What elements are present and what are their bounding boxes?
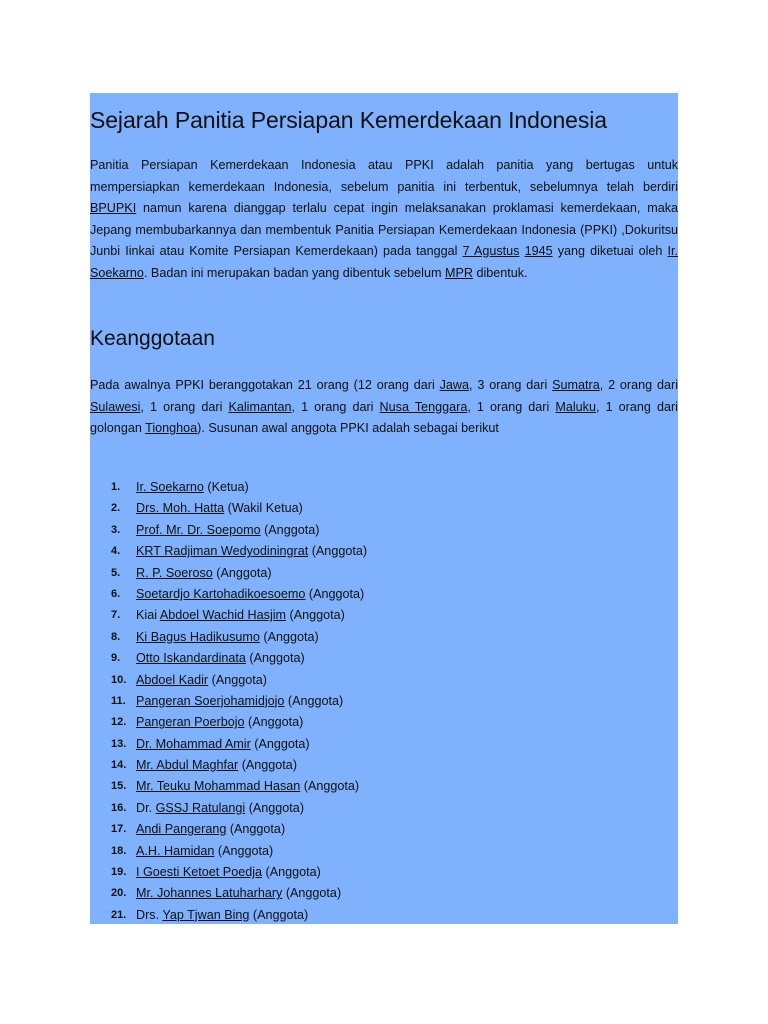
link-tionghoa[interactable]: Tionghoa bbox=[145, 421, 198, 435]
member-role: (Anggota) bbox=[245, 651, 305, 666]
intro-text-1: Panitia Persiapan Kemerdekaan Indonesia atau PPKI adalah panitia yang bertugas untuk mempersiapkan kemerdekaan Indonesia, sebelum panitia ini terbentuk, sebelumnya telah berdiri bbox=[90, 158, 678, 194]
member-entry bbox=[136, 605, 345, 626]
member-number: 3. bbox=[111, 523, 121, 536]
intro-paragraph bbox=[90, 155, 678, 284]
link-jawa[interactable]: Jawa bbox=[439, 378, 470, 392]
link-maluku[interactable]: Maluku bbox=[555, 399, 596, 414]
member-role: (Anggota) bbox=[262, 865, 321, 880]
member-prefix: Drs. bbox=[136, 907, 163, 922]
member-link[interactable]: Abdoel Wachid Hasjim bbox=[159, 608, 287, 623]
member-role: (Anggota) bbox=[308, 544, 368, 559]
section-heading-keanggotaan: Keanggotaan bbox=[90, 327, 215, 350]
member-role: (Wakil Ketua) bbox=[224, 501, 303, 516]
member-item bbox=[90, 627, 678, 648]
member-link[interactable]: Mr. Abdul Maghfar bbox=[136, 758, 239, 773]
member-entry bbox=[136, 477, 249, 498]
member-prefix: Dr. bbox=[136, 800, 156, 815]
member-entry bbox=[136, 627, 319, 648]
intro-text-2: namun karena dianggap terlalu cepat ingin melaksanakan proklamasi kemerdekaan, maka Jepang membubarkannya dan membentuk Panitia Persiapan Kemerdekaan Indonesia (PPKI) ,Dokuritsu Junbi Iinkai atau Komite Persiapan Kemerdekaan) pada tanggal bbox=[90, 201, 678, 258]
members-list bbox=[90, 477, 678, 926]
member-number: 21. bbox=[111, 908, 127, 921]
member-link[interactable]: Drs. Moh. Hatta bbox=[136, 501, 225, 516]
member-role: (Ketua) bbox=[203, 480, 249, 494]
member-item bbox=[90, 605, 678, 626]
member-number: 1. bbox=[111, 481, 121, 493]
link-sumatra[interactable]: Sumatra bbox=[552, 378, 600, 392]
member-link[interactable]: Mr. Teuku Mohammad Hasan bbox=[136, 779, 301, 794]
member-entry bbox=[136, 905, 308, 926]
membership-text-7: , 1 orang dari golongan bbox=[90, 399, 678, 435]
link-date[interactable]: 7 Agustus bbox=[462, 244, 520, 258]
member-role: (Anggota) bbox=[284, 693, 344, 708]
member-link[interactable]: Pangeran Soerjohamidjojo bbox=[136, 693, 285, 708]
member-entry bbox=[136, 691, 343, 712]
member-number: 17. bbox=[111, 823, 127, 836]
member-role: (Anggota) bbox=[305, 586, 365, 601]
member-link[interactable]: Pangeran Poerbojo bbox=[136, 715, 245, 730]
member-item bbox=[90, 819, 678, 840]
member-item bbox=[90, 498, 678, 519]
link-sulawesi[interactable]: Sulawesi bbox=[90, 399, 141, 414]
member-item bbox=[90, 841, 678, 862]
member-entry bbox=[136, 712, 303, 733]
membership-text-2: , 3 orang dari bbox=[469, 378, 553, 392]
member-number: 5. bbox=[111, 566, 121, 579]
link-nusa-tenggara[interactable]: Nusa Tenggara bbox=[379, 399, 468, 414]
member-entry bbox=[136, 541, 367, 562]
member-number: 4. bbox=[111, 545, 121, 558]
member-item bbox=[90, 520, 678, 541]
membership-paragraph bbox=[90, 375, 678, 440]
member-number: 19. bbox=[111, 866, 127, 879]
membership-text-4: , 1 orang dari bbox=[140, 399, 229, 414]
article-title: Sejarah Panitia Persiapan Kemerdekaan Indonesia bbox=[90, 107, 607, 133]
member-number: 12. bbox=[111, 716, 127, 729]
member-number: 6. bbox=[111, 587, 121, 600]
member-entry bbox=[136, 520, 319, 541]
member-link[interactable]: GSSJ Ratulangi bbox=[155, 800, 246, 815]
member-item bbox=[90, 712, 678, 733]
member-entry bbox=[136, 648, 305, 669]
member-entry bbox=[136, 883, 341, 904]
member-number: 11. bbox=[111, 694, 126, 707]
member-link[interactable]: Otto Iskandardinata bbox=[136, 651, 246, 666]
member-number: 9. bbox=[111, 652, 121, 665]
member-entry bbox=[136, 755, 297, 776]
member-entry bbox=[136, 563, 272, 584]
member-link[interactable]: Abdoel Kadir bbox=[136, 672, 209, 687]
member-link[interactable]: Prof. Mr. Dr. Soepomo bbox=[136, 522, 261, 537]
membership-text-6: , 1 orang dari bbox=[467, 399, 556, 414]
member-entry bbox=[136, 798, 304, 819]
member-entry bbox=[136, 776, 359, 797]
membership-text-3: , 2 orang dari bbox=[599, 378, 678, 392]
member-role: (Anggota) bbox=[212, 565, 272, 580]
member-entry bbox=[136, 670, 267, 691]
link-soekarno[interactable]: Ir. Soekarno bbox=[90, 244, 678, 280]
member-number: 7. bbox=[111, 609, 121, 622]
member-role: (Anggota) bbox=[259, 629, 319, 644]
member-number: 16. bbox=[111, 801, 127, 814]
intro-text-6: dibentuk. bbox=[472, 265, 528, 280]
member-role: (Anggota) bbox=[208, 672, 267, 687]
member-item bbox=[90, 755, 678, 776]
member-item bbox=[90, 563, 678, 584]
member-item bbox=[90, 691, 678, 712]
member-number: 10. bbox=[111, 673, 127, 686]
member-item bbox=[90, 541, 678, 562]
member-link[interactable]: R. P. Soeroso bbox=[136, 565, 213, 580]
member-link[interactable]: Andi Pangerang bbox=[136, 822, 227, 837]
member-item bbox=[90, 648, 678, 669]
member-number: 15. bbox=[111, 780, 127, 793]
member-number: 2. bbox=[111, 502, 121, 515]
intro-text-4: yang diketuai oleh bbox=[552, 244, 668, 258]
member-item bbox=[90, 670, 678, 691]
member-entry bbox=[136, 734, 310, 755]
member-number: 13. bbox=[111, 737, 127, 750]
member-link[interactable]: KRT Radjiman Wedyodiningrat bbox=[136, 544, 309, 559]
member-link[interactable]: Ki Bagus Hadikusumo bbox=[136, 629, 260, 644]
link-year[interactable]: 1945 bbox=[524, 244, 553, 258]
member-role: (Anggota) bbox=[300, 779, 360, 794]
member-entry bbox=[136, 584, 364, 605]
member-role: (Anggota) bbox=[245, 800, 305, 815]
member-prefix: Kiai bbox=[136, 608, 160, 623]
intro-text-5: . Badan ini merupakan badan yang dibentuk sebelum bbox=[143, 265, 445, 280]
member-role: (Anggota) bbox=[214, 843, 274, 858]
member-role: (Anggota) bbox=[286, 608, 345, 623]
member-link[interactable]: Ir. Soekarno bbox=[136, 480, 204, 494]
member-link[interactable]: Dr. Mohammad Amir bbox=[136, 736, 251, 751]
member-role: (Anggota) bbox=[260, 522, 320, 537]
link-kalimantan[interactable]: Kalimantan bbox=[228, 399, 292, 414]
member-link[interactable]: Yap Tjwan Bing bbox=[162, 907, 250, 922]
member-item bbox=[90, 734, 678, 755]
member-item bbox=[90, 776, 678, 797]
member-role: (Anggota) bbox=[282, 886, 342, 901]
member-link[interactable]: Soetardjo Kartohadikoesoemo bbox=[136, 586, 306, 601]
member-role: (Anggota) bbox=[249, 907, 309, 922]
member-number: 20. bbox=[111, 887, 127, 900]
link-mpr[interactable]: MPR bbox=[444, 265, 473, 280]
member-entry bbox=[136, 498, 303, 519]
member-item bbox=[90, 862, 678, 883]
member-role: (Anggota) bbox=[244, 715, 304, 730]
member-entry bbox=[136, 862, 321, 883]
member-link[interactable]: A.H. Hamidan bbox=[136, 843, 215, 858]
member-role: (Anggota) bbox=[226, 822, 286, 837]
link-bpupki[interactable]: BPUPKI bbox=[90, 201, 137, 215]
member-item bbox=[90, 477, 678, 498]
member-number: 18. bbox=[111, 844, 127, 857]
member-link[interactable]: I Goesti Ketoet Poedja bbox=[136, 865, 263, 880]
member-link[interactable]: Mr. Johannes Latuharhary bbox=[136, 886, 283, 901]
member-role: (Anggota) bbox=[238, 758, 298, 773]
member-item bbox=[90, 905, 678, 926]
member-item bbox=[90, 584, 678, 605]
member-number: 14. bbox=[111, 759, 127, 772]
member-item bbox=[90, 883, 678, 904]
member-entry bbox=[136, 841, 273, 862]
membership-text-5: , 1 orang dari bbox=[291, 399, 380, 414]
member-entry bbox=[136, 819, 285, 840]
membership-text-1: Pada awalnya PPKI beranggotakan 21 orang (12 orang dari bbox=[90, 378, 440, 392]
membership-text-8: ). Susunan awal anggota PPKI adalah sebagai berikut bbox=[197, 421, 499, 435]
member-item bbox=[90, 798, 678, 819]
member-role: (Anggota) bbox=[250, 736, 310, 751]
member-number: 8. bbox=[111, 630, 121, 643]
